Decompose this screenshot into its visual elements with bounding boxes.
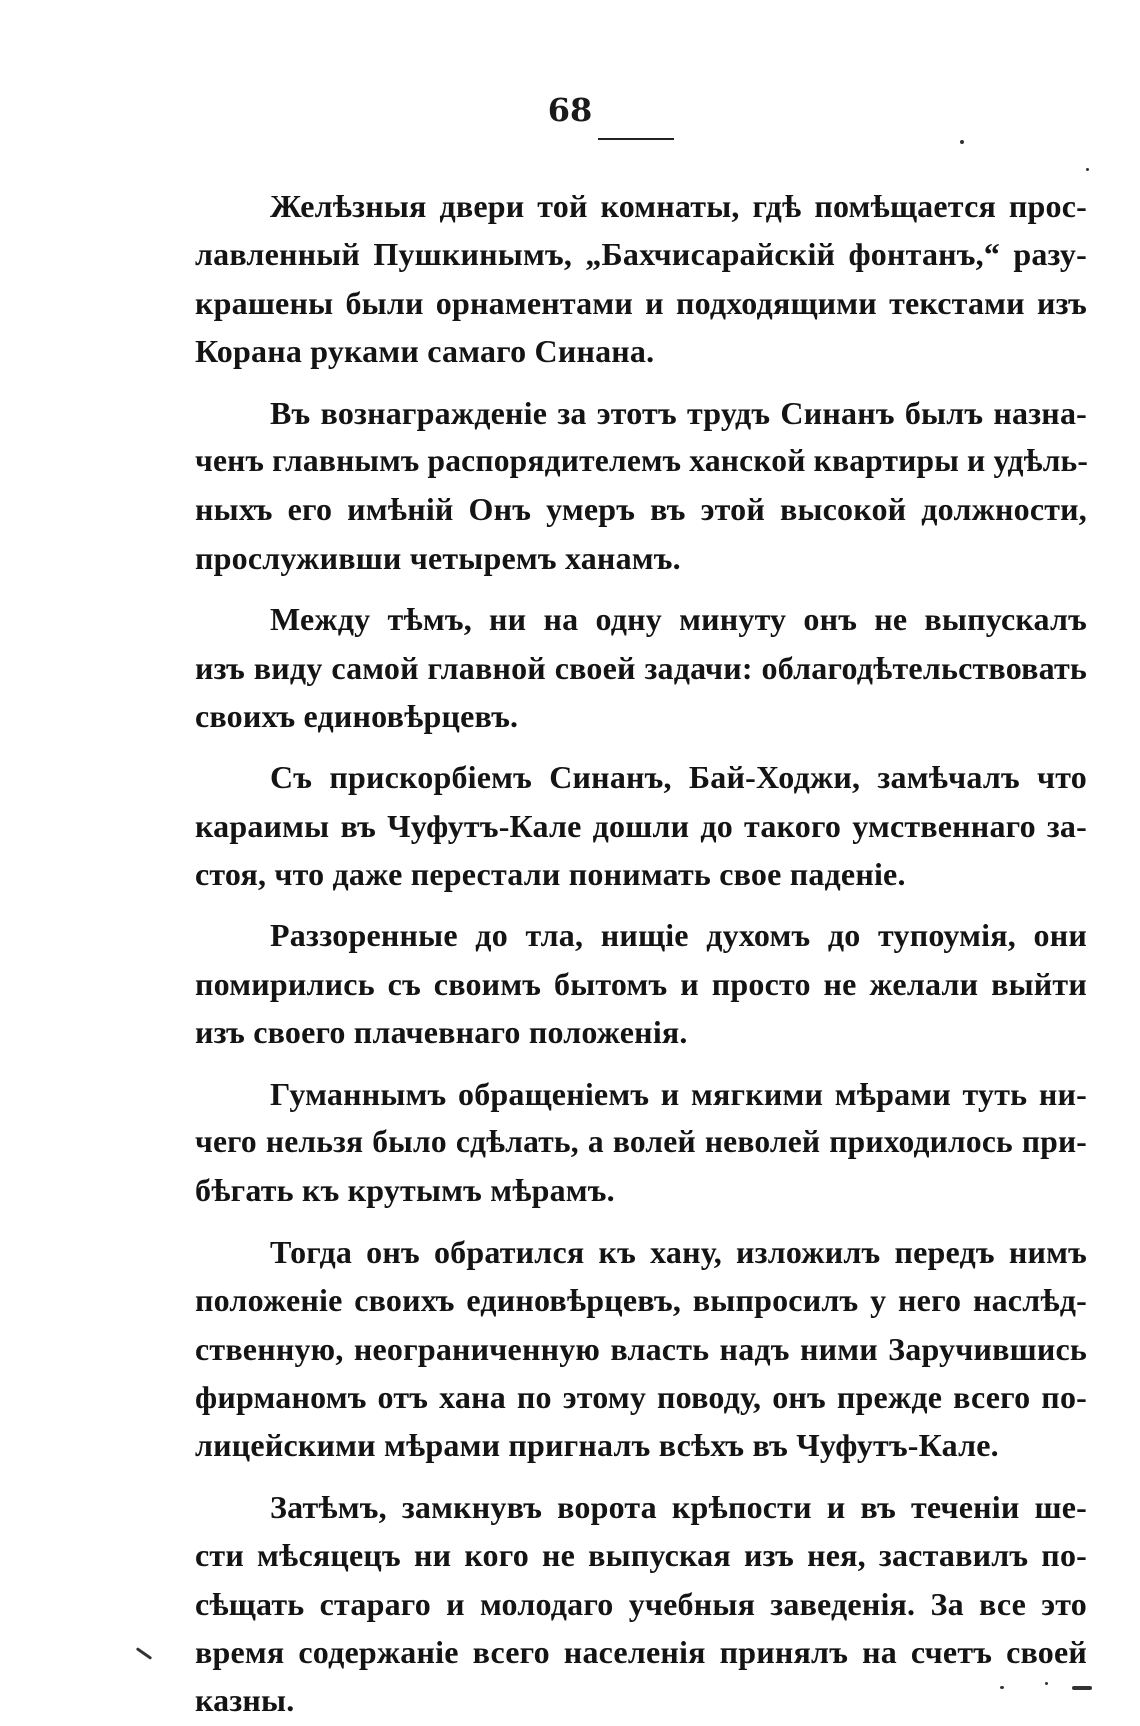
text-line: Гуманнымъ обращеніемъ и мягкими мѣрами туть ни- [270,1075,1087,1112]
text-line: лавленный Пушкинымъ, „Бахчисарайскій фонтанъ,“ разу- [195,236,1087,273]
paragraph [195,1483,1087,1725]
text-line: своихъ единовѣрцевъ. [195,697,519,734]
text-line: крашены были орнаментами и подходящими текстами изъ [195,284,1087,321]
paragraph [195,182,1087,376]
text-line: стоя, что даже перестали понимать свое паденіе. [195,856,906,893]
text-line: положеніе своихъ единовѣрцевъ, выпросилъ у него наслѣд- [195,1282,1087,1319]
body-text [195,182,1087,1725]
scan-speck [1045,1682,1048,1685]
text-line: ныхъ его имѣній Онъ умеръ въ этой высокой должности, [195,491,1087,528]
text-line: Между тѣмъ, ни на одну минуту онъ не выпускалъ [270,601,1087,638]
text-line: бѣгать къ крутымъ мѣрамъ. [195,1172,615,1209]
text-line: время содержаніе всего населенія принялъ на счетъ своей [195,1633,1087,1670]
paragraph [195,911,1087,1056]
text-line: лицейскими мѣрами пригналъ всѣхъ въ Чуфутъ-Кале. [195,1427,999,1464]
text-line: фирманомъ отъ хана по этому поводу, онъ прежде всего по- [195,1378,1087,1415]
text-line: изъ виду самой главной своей задачи: облагодѣтельствовать [195,649,1087,686]
scan-speck [1000,1686,1004,1689]
page-number-underline [598,138,674,140]
text-line: прослуживши четыремъ ханамъ. [195,539,681,576]
paragraph [195,1228,1087,1470]
scan-speck [1072,1686,1092,1690]
text-line: чего нельзя было сдѣлать, а волей неволей приходилось при- [195,1124,1087,1160]
scan-speck [960,140,964,144]
text-line: изъ своего плачевнаго положенія. [195,1014,688,1051]
text-line: караимы въ Чуфутъ-Кале дошли до такого умственнаго за- [195,807,1087,844]
text-line: Корана руками самаго Синана. [195,333,655,370]
text-line: Желѣзныя двери той комнаты, гдѣ помѣщается прос- [270,188,1087,224]
paragraph [195,595,1087,740]
scan-speck [136,1647,152,1660]
text-line: помирились съ своимъ бытомъ и просто не желали выйти [195,965,1087,1002]
text-line: Затѣмъ, замкнувъ ворота крѣпости и въ теченіи ше- [270,1488,1087,1525]
text-line: ственную, неограниченную власть надъ ними Заручившись [195,1330,1087,1367]
paragraph [195,753,1087,898]
text-line: сѣщать стараго и молодаго учебныя заведенія. За все это [195,1585,1087,1622]
text-line: сти мѣсяцецъ ни кого не выпуская изъ нея, заставилъ по- [195,1537,1087,1574]
scan-speck [1086,168,1089,171]
page-number: 68 [547,91,593,129]
text-line: Съ прискорбіемъ Синанъ, Бай-Ходжи, замѣчалъ что [270,759,1087,796]
paragraph [195,1070,1087,1215]
text-line: ченъ главнымъ распорядителемъ ханской квартиры и удѣль- [195,442,1089,478]
text-line: Тогда онъ обратился къ хану, изложилъ передъ нимъ [270,1233,1087,1270]
text-line: Раззоренные до тла, нищіе духомъ до тупоумія, они [270,917,1087,954]
text-line: Въ вознагражденіе за этотъ трудъ Синанъ былъ назна- [270,394,1087,431]
text-line: казны. [195,1682,295,1719]
paragraph [195,389,1087,583]
